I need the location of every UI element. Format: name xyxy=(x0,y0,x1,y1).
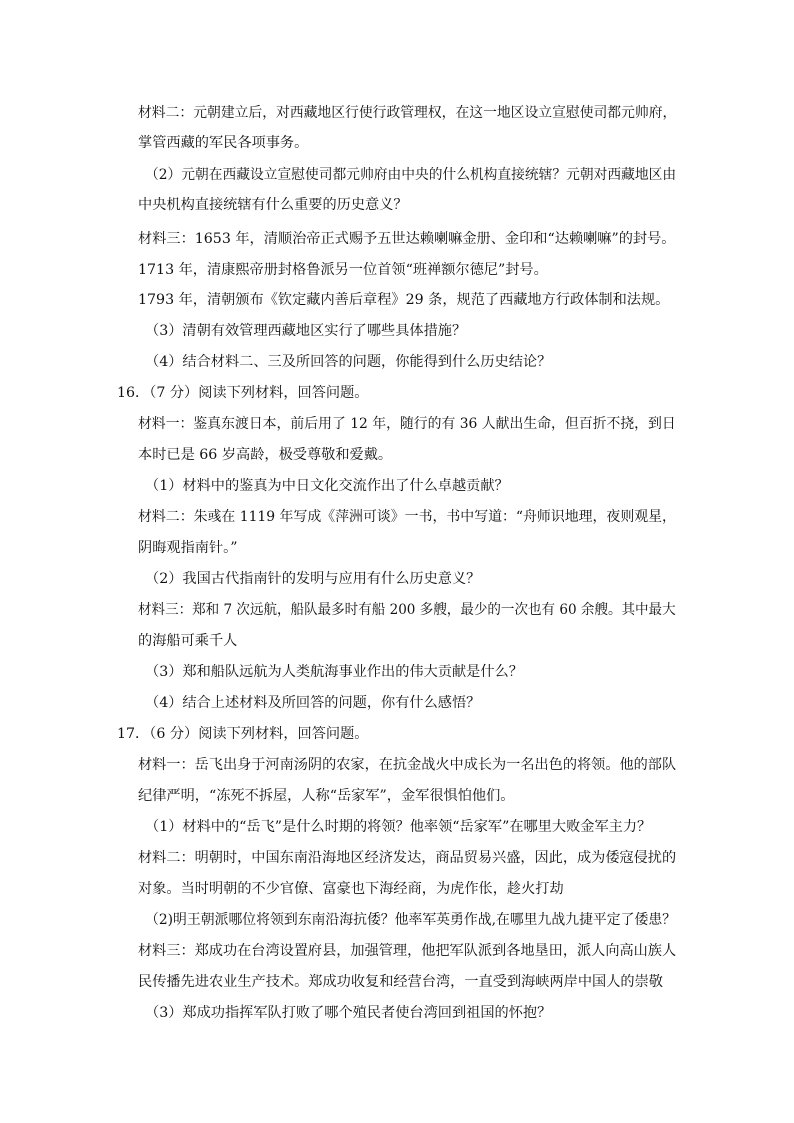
q16-question-1: （1）材料中的鉴真为中日文化交流作出了什么卓越贡献？ xyxy=(145,478,509,494)
q17-material-3-line-1: 材料三：郑成功在台湾设置府县，加强管理，他把军队派到各地垦田，派人向高山族人 xyxy=(138,943,677,959)
question-16-heading: 16．（7 分）阅读下列材料，回答问题。 xyxy=(117,385,369,401)
q16-material-3-line-2: 的海船可乘千人 xyxy=(138,633,238,649)
question-2-line-2: 中央机构直接统辖有什么重要的历史意义？ xyxy=(138,197,408,213)
material-3-qing-line-3: 1793 年，清朝颁布《钦定藏内善后章程》29 条，规范了西藏地方行政体制和法规。 xyxy=(138,292,670,308)
q16-question-2: （2）我国古代指南针的发明与应用有什么历史意义？ xyxy=(145,571,481,587)
material-3-qing-line-1: 材料三：1653 年，清顺治帝正式赐予五世达赖喇嘛金册、金印和“达赖喇嘛”的封号。 xyxy=(138,231,676,247)
question-3: （3）清朝有效管理西藏地区实行了哪些具体措施？ xyxy=(145,323,467,339)
question-4: （4）结合材料二、三及所回答的问题，你能得到什么历史结论？ xyxy=(145,354,552,370)
q16-material-3-line-1: 材料三：郑和 7 次远航，船队最多时有船 200 多艘，最少的一次也有 60 余艘。其中最大 xyxy=(138,602,676,618)
q17-material-3-line-2: 民传播先进农业生产技术。郑成功收复和经营台湾，一直受到海峡两岸中国人的崇敬 xyxy=(138,974,663,990)
q17-material-2-line-1: 材料二：明朝时，中国东南沿海地区经济发达，商品贸易兴盛，因此，成为倭寇侵扰的 xyxy=(138,850,677,866)
q16-question-3: （3）郑和船队远航为人类航海事业作出的伟大贡献是什么？ xyxy=(145,664,523,680)
material-3-qing-line-2: 1713 年，清康熙帝册封格鲁派另一位首领“班禅额尔德尼”封号。 xyxy=(138,262,548,278)
q17-material-1-line-2: 纪律严明，“冻死不拆屋，人称“岳家军”，金军很惧怕他们。 xyxy=(138,788,515,804)
question-2-line-1: （2）元朝在西藏设立宣慰使司都元帅府由中央的什么机构直接统辖？元朝对西藏地区由 xyxy=(145,167,677,183)
q16-material-1-line-1: 材料一：鉴真东渡日本，前后用了 12 年，随行的有 36 人献出生命，但百折不挠，到日 xyxy=(138,416,676,432)
q17-question-2: （2)明王朝派哪位将领到东南沿海抗倭？他率军英勇作战,在哪里九战九捷平定了倭患？ xyxy=(145,912,677,928)
q17-material-2-line-2: 对象。当时明朝的不少官僚、富豪也下海经商，为虎作伥，趁火打劫 xyxy=(138,881,564,897)
q17-question-3: （3）郑成功指挥军队打败了哪个殖民者使台湾回到祖国的怀抱？ xyxy=(145,1005,552,1021)
q16-question-4: （4）结合上述材料及所回答的问题，你有什么感悟？ xyxy=(145,695,481,711)
question-17-heading: 17．（6 分）阅读下列材料，回答问题。 xyxy=(117,726,369,742)
q16-material-2-line-1: 材料二：朱彧在 1119 年写成《萍洲可谈》一书，书中写道：“舟师识地理，夜则观星， xyxy=(138,509,676,525)
q17-question-1: （1）材料中的“岳飞”是什么时期的将领？他率领“岳家军”在哪里大败金军主力？ xyxy=(145,819,652,835)
q17-material-1-line-1: 材料一：岳飞出身于河南汤阴的农家，在抗金战火中成长为一名出色的将领。他的部队 xyxy=(138,757,677,773)
material-2-yuan-line-1: 材料二：元朝建立后，对西藏地区行使行政管理权，在这一地区设立宣慰使司都元帅府， xyxy=(138,105,677,121)
q16-material-1-line-2: 本时已是 66 岁高龄，极受尊敬和爱戴。 xyxy=(138,447,393,463)
material-2-yuan-line-2: 掌管西藏的军民各项事务。 xyxy=(138,135,309,151)
q16-material-2-line-2: 阴晦观指南针。” xyxy=(138,540,238,556)
